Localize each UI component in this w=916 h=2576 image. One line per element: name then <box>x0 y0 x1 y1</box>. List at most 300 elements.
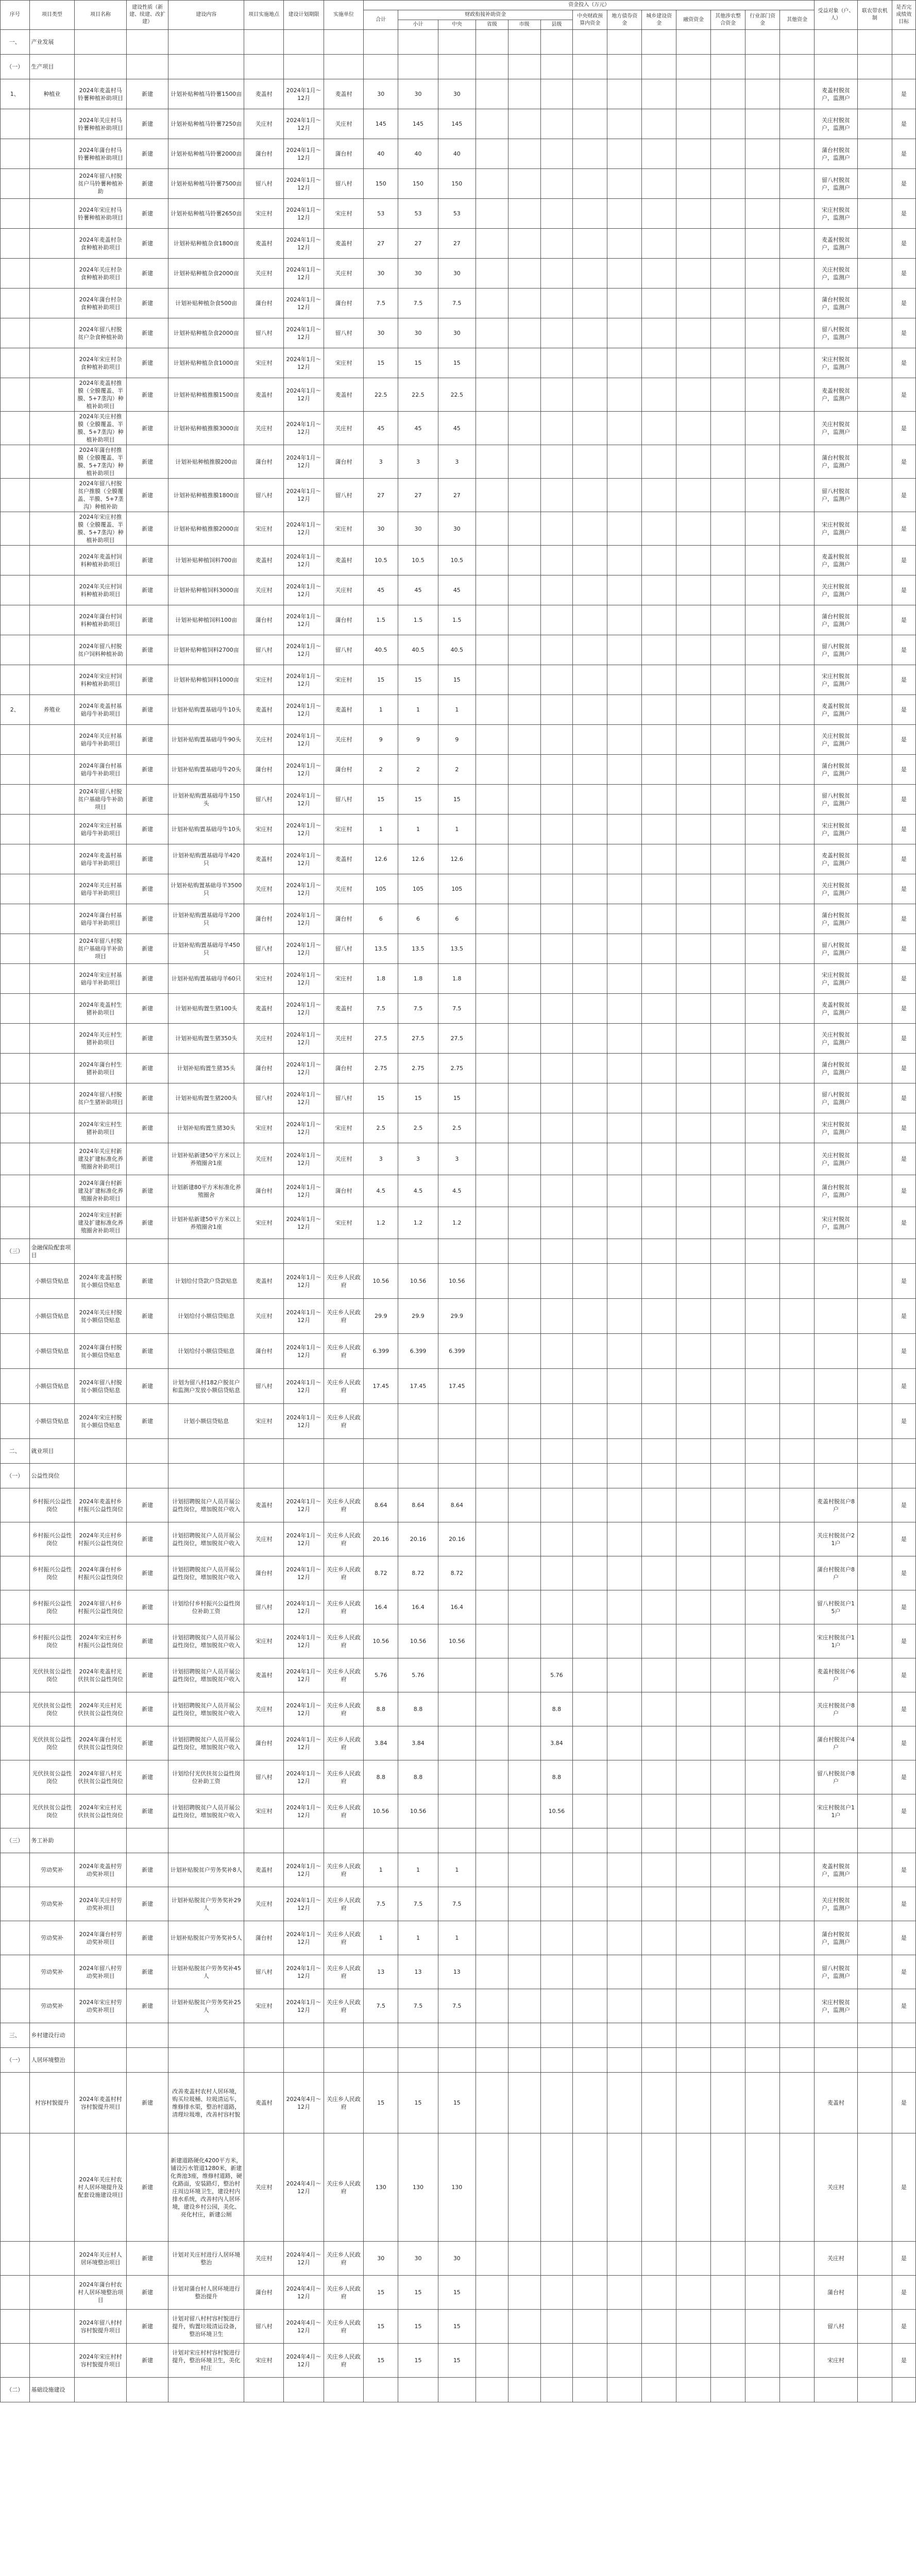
project-period: 2024年1月～12月 <box>284 445 324 479</box>
empty-cell <box>642 1113 676 1143</box>
project-type: 乡村振兴公益性岗位 <box>29 1522 75 1556</box>
project-period: 2024年1月～12月 <box>284 994 324 1024</box>
amount-county <box>540 1887 573 1921</box>
beneficiary: 留八村 <box>815 2310 858 2344</box>
table-row <box>1 1590 916 1624</box>
empty-cell <box>745 199 780 229</box>
project-name: 2024年宋庄村马铃薯种植补助项目 <box>75 199 126 229</box>
amount-province <box>476 1794 508 1828</box>
empty-cell <box>676 964 711 994</box>
goal-flag: 是 <box>892 635 915 665</box>
empty-cell <box>573 815 607 844</box>
amount-central <box>438 1692 476 1726</box>
project-place: 关庄村 <box>244 1522 283 1556</box>
goal-flag: 是 <box>892 1054 915 1083</box>
empty-cell <box>642 2276 676 2310</box>
empty-cell <box>711 1692 745 1726</box>
goal-flag: 是 <box>892 605 915 635</box>
empty-cell <box>642 79 676 109</box>
section-number: 二、 <box>1 1439 30 1464</box>
amount-central: 12.6 <box>438 844 476 874</box>
project-type <box>29 289 75 318</box>
row-number <box>1 2344 30 2378</box>
beneficiary: 关庄村脱贫户，监测户 <box>815 259 858 289</box>
amount-central: 1.2 <box>438 1207 476 1239</box>
empty-cell <box>244 2023 283 2048</box>
project-content: 计划补贴种植马铃薯1500亩 <box>168 79 244 109</box>
project-unit: 留八村 <box>324 934 363 964</box>
empty-cell <box>476 1828 508 1853</box>
empty-cell <box>676 1369 711 1404</box>
empty-cell <box>745 1658 780 1692</box>
amount-county <box>540 755 573 785</box>
amount-central: 15 <box>438 2310 476 2344</box>
amount-central: 45 <box>438 575 476 605</box>
goal-flag: 是 <box>892 1143 915 1175</box>
empty-cell <box>607 934 642 964</box>
amount-total: 10.56 <box>364 1624 398 1658</box>
empty-cell <box>780 1522 815 1556</box>
project-unit: 关庄乡人民政府 <box>324 1299 363 1334</box>
empty-cell <box>607 55 642 79</box>
project-period: 2024年4月～12月 <box>284 2133 324 2242</box>
row-number <box>1 1726 30 1760</box>
empty-cell <box>676 2242 711 2276</box>
empty-cell <box>244 2378 283 2402</box>
table-row <box>1 844 916 874</box>
project-type <box>29 412 75 445</box>
amount-total: 53 <box>364 199 398 229</box>
project-unit: 关庄乡人民政府 <box>324 1404 363 1439</box>
empty-cell <box>642 2242 676 2276</box>
amount-county: 3.84 <box>540 1726 573 1760</box>
empty-cell <box>607 2023 642 2048</box>
amount-city <box>508 874 540 904</box>
goal-flag: 是 <box>892 575 915 605</box>
amount-central: 105 <box>438 874 476 904</box>
amount-city <box>508 1955 540 1989</box>
amount-subtotal: 6.399 <box>398 1334 438 1369</box>
amount-county <box>540 874 573 904</box>
empty-cell <box>607 2242 642 2276</box>
goal-flag: 是 <box>892 79 915 109</box>
mechanism <box>857 2310 892 2344</box>
row-number <box>1 1921 30 1955</box>
project-place: 蒲台村 <box>244 1726 283 1760</box>
empty-cell <box>573 934 607 964</box>
project-nature: 新建 <box>126 665 168 695</box>
beneficiary: 麦盖村脱贫户，监测户 <box>815 546 858 575</box>
empty-cell <box>676 844 711 874</box>
empty-cell <box>676 1556 711 1590</box>
beneficiary: 关庄村脱贫户8户 <box>815 1692 858 1726</box>
empty-cell <box>711 1113 745 1143</box>
empty-cell <box>607 79 642 109</box>
empty-cell <box>711 1887 745 1921</box>
empty-cell <box>780 1658 815 1692</box>
empty-cell <box>607 605 642 635</box>
empty-cell <box>573 139 607 169</box>
project-nature: 新建 <box>126 1054 168 1083</box>
empty-cell <box>573 546 607 575</box>
goal-flag: 是 <box>892 1760 915 1794</box>
empty-cell <box>573 318 607 348</box>
empty-cell <box>780 169 815 199</box>
project-unit: 关庄乡人民政府 <box>324 1692 363 1726</box>
amount-total: 13.5 <box>364 934 398 964</box>
empty-cell <box>676 1853 711 1887</box>
empty-cell <box>573 79 607 109</box>
amount-province <box>476 1989 508 2023</box>
section-row <box>1 2023 916 2048</box>
project-period: 2024年4月～12月 <box>284 2310 324 2344</box>
empty-cell <box>573 1207 607 1239</box>
empty-cell <box>642 1955 676 1989</box>
table-row <box>1 139 916 169</box>
empty-cell <box>573 55 607 79</box>
empty-cell <box>607 1334 642 1369</box>
empty-cell <box>780 139 815 169</box>
goal-flag: 是 <box>892 512 915 546</box>
project-period: 2024年1月～12月 <box>284 1853 324 1887</box>
project-name: 2024年留八村乡村振兴公益性岗位 <box>75 1590 126 1624</box>
project-place: 麦盖村 <box>244 1488 283 1522</box>
amount-subtotal: 15 <box>398 2073 438 2133</box>
empty-cell <box>284 55 324 79</box>
empty-cell <box>745 2378 780 2402</box>
empty-cell <box>711 169 745 199</box>
project-period: 2024年1月～12月 <box>284 1299 324 1334</box>
amount-subtotal: 4.5 <box>398 1175 438 1207</box>
row-number <box>1 546 30 575</box>
amount-central: 1 <box>438 1853 476 1887</box>
empty-cell <box>364 1464 398 1488</box>
project-name: 2024年关庄村饲料种植补助项目 <box>75 575 126 605</box>
header-type: 项目类型 <box>29 1 75 30</box>
empty-cell <box>780 695 815 725</box>
empty-cell <box>573 512 607 546</box>
amount-central: 15 <box>438 785 476 815</box>
goal-flag: 是 <box>892 348 915 378</box>
project-type <box>29 874 75 904</box>
empty-cell <box>745 1264 780 1299</box>
row-number <box>1 445 30 479</box>
empty-cell <box>75 2023 126 2048</box>
empty-cell <box>642 1590 676 1624</box>
empty-cell <box>126 2378 168 2402</box>
empty-cell <box>364 2378 398 2402</box>
empty-cell <box>607 815 642 844</box>
empty-cell <box>573 1083 607 1113</box>
project-nature: 新建 <box>126 2310 168 2344</box>
beneficiary: 蒲台村 <box>815 2276 858 2310</box>
amount-central: 1 <box>438 815 476 844</box>
goal-flag: 是 <box>892 904 915 934</box>
empty-cell <box>168 2048 244 2073</box>
empty-cell <box>642 1692 676 1726</box>
amount-province <box>476 1113 508 1143</box>
header-period: 建设计划期限 <box>284 1 324 30</box>
row-number <box>1 1054 30 1083</box>
amount-county <box>540 1083 573 1113</box>
amount-subtotal: 30 <box>398 512 438 546</box>
empty-cell <box>284 2023 324 2048</box>
empty-cell <box>745 1522 780 1556</box>
amount-central: 10.56 <box>438 1264 476 1299</box>
empty-cell <box>780 1853 815 1887</box>
empty-cell <box>892 1239 915 1264</box>
project-place: 留八村 <box>244 169 283 199</box>
mechanism <box>857 1760 892 1794</box>
project-period: 2024年1月～12月 <box>284 1921 324 1955</box>
empty-cell <box>642 1207 676 1239</box>
empty-cell <box>780 1175 815 1207</box>
project-type: 光伏扶贫公益性岗位 <box>29 1658 75 1692</box>
empty-cell <box>75 1439 126 1464</box>
empty-cell <box>540 2378 573 2402</box>
project-unit: 留八村 <box>324 318 363 348</box>
empty-cell <box>676 348 711 378</box>
empty-cell <box>364 1439 398 1464</box>
amount-subtotal: 13.5 <box>398 934 438 964</box>
empty-cell <box>780 318 815 348</box>
empty-cell <box>676 30 711 55</box>
amount-central: 8.72 <box>438 1556 476 1590</box>
table-row <box>1 378 916 412</box>
section-title: 公益性岗位 <box>29 1464 75 1488</box>
amount-province <box>476 994 508 1024</box>
empty-cell <box>607 1853 642 1887</box>
empty-cell <box>126 1439 168 1464</box>
amount-total: 1 <box>364 1853 398 1887</box>
empty-cell <box>745 79 780 109</box>
amount-total: 1 <box>364 1921 398 1955</box>
mechanism <box>857 109 892 139</box>
empty-cell <box>642 318 676 348</box>
beneficiary: 留八村脱贫户，监测户 <box>815 1083 858 1113</box>
beneficiary: 关庄村脱贫户，监测户 <box>815 874 858 904</box>
empty-cell <box>642 1239 676 1264</box>
empty-cell <box>438 1239 476 1264</box>
amount-total: 150 <box>364 169 398 199</box>
empty-cell <box>642 1264 676 1299</box>
goal-flag: 是 <box>892 479 915 512</box>
empty-cell <box>607 2276 642 2310</box>
goal-flag: 是 <box>892 445 915 479</box>
empty-cell <box>780 2276 815 2310</box>
project-content: 计划补贴种植推膜2000亩 <box>168 512 244 546</box>
empty-cell <box>607 2344 642 2378</box>
amount-central: 16.4 <box>438 1590 476 1624</box>
empty-cell <box>745 815 780 844</box>
row-number <box>1 1853 30 1887</box>
header-subtotal: 小计 <box>398 20 438 30</box>
goal-flag: 是 <box>892 964 915 994</box>
mechanism <box>857 1113 892 1143</box>
empty-cell <box>607 259 642 289</box>
empty-cell <box>780 2073 815 2133</box>
empty-cell <box>676 2344 711 2378</box>
project-unit: 关庄乡人民政府 <box>324 2073 363 2133</box>
amount-city <box>508 994 540 1024</box>
beneficiary: 留八村脱贫户，监测户 <box>815 169 858 199</box>
empty-cell <box>711 1143 745 1175</box>
row-number <box>1 874 30 904</box>
project-unit: 宋庄村 <box>324 199 363 229</box>
amount-total: 30 <box>364 79 398 109</box>
empty-cell <box>780 1692 815 1726</box>
section-number: 一、 <box>1 30 30 55</box>
amount-city <box>508 1113 540 1143</box>
amount-subtotal: 3.84 <box>398 1726 438 1760</box>
empty-cell <box>780 79 815 109</box>
empty-cell <box>745 1024 780 1054</box>
table-row <box>1 1264 916 1299</box>
project-nature: 新建 <box>126 605 168 635</box>
empty-cell <box>476 2048 508 2073</box>
empty-cell <box>815 1439 858 1464</box>
project-nature: 新建 <box>126 199 168 229</box>
amount-city <box>508 2133 540 2242</box>
goal-flag: 是 <box>892 318 915 348</box>
empty-cell <box>676 169 711 199</box>
empty-cell <box>780 1439 815 1464</box>
goal-flag: 是 <box>892 1299 915 1334</box>
amount-province <box>476 1853 508 1887</box>
amount-city <box>508 1024 540 1054</box>
project-place: 留八村 <box>244 318 283 348</box>
project-unit: 宋庄村 <box>324 1207 363 1239</box>
project-content: 计划补贴种植杂食1000亩 <box>168 348 244 378</box>
project-nature: 新建 <box>126 785 168 815</box>
empty-cell <box>780 1887 815 1921</box>
amount-total: 5.76 <box>364 1658 398 1692</box>
empty-cell <box>607 512 642 546</box>
amount-subtotal: 30 <box>398 318 438 348</box>
amount-county <box>540 665 573 695</box>
empty-cell <box>642 1624 676 1658</box>
mechanism <box>857 1299 892 1334</box>
row-number: 1、 <box>1 79 30 109</box>
empty-cell <box>815 55 858 79</box>
project-unit: 宋庄村 <box>324 348 363 378</box>
amount-subtotal: 27 <box>398 479 438 512</box>
amount-central: 3 <box>438 1143 476 1175</box>
project-nature: 新建 <box>126 1726 168 1760</box>
empty-cell <box>857 1464 892 1488</box>
section-number: （三） <box>1 1239 30 1264</box>
empty-cell <box>745 229 780 259</box>
empty-cell <box>780 874 815 904</box>
empty-cell <box>607 1143 642 1175</box>
row-number <box>1 934 30 964</box>
project-place: 留八村 <box>244 1083 283 1113</box>
project-name: 2024年宋庄村村容村貌提升项目 <box>75 2344 126 2378</box>
row-number <box>1 575 30 605</box>
amount-province <box>476 1760 508 1794</box>
row-number <box>1 512 30 546</box>
project-nature: 新建 <box>126 318 168 348</box>
amount-city <box>508 815 540 844</box>
beneficiary: 关庄村脱贫户，监测户 <box>815 1024 858 1054</box>
goal-flag: 是 <box>892 1556 915 1590</box>
empty-cell <box>745 109 780 139</box>
project-period: 2024年1月～12月 <box>284 139 324 169</box>
empty-cell <box>573 1794 607 1828</box>
empty-cell <box>745 412 780 445</box>
project-place: 关庄村 <box>244 2242 283 2276</box>
mechanism <box>857 755 892 785</box>
project-content: 计划招聘脱贫户人员开展公益性岗位，增加脱贫户收入 <box>168 1488 244 1522</box>
empty-cell <box>745 1334 780 1369</box>
mechanism <box>857 1207 892 1239</box>
amount-county <box>540 904 573 934</box>
empty-cell <box>75 2378 126 2402</box>
amount-subtotal: 6 <box>398 904 438 934</box>
empty-cell <box>676 2048 711 2073</box>
empty-cell <box>284 1828 324 1853</box>
empty-cell <box>745 665 780 695</box>
empty-cell <box>573 2133 607 2242</box>
empty-cell <box>711 1488 745 1522</box>
mechanism <box>857 785 892 815</box>
project-content: 计划补贴购置基础母牛20头 <box>168 755 244 785</box>
project-type <box>29 445 75 479</box>
beneficiary: 留八村脱贫户，监测户 <box>815 318 858 348</box>
project-period: 2024年1月～12月 <box>284 1624 324 1658</box>
empty-cell <box>676 1404 711 1439</box>
amount-subtotal: 5.76 <box>398 1658 438 1692</box>
project-type <box>29 755 75 785</box>
project-period: 2024年1月～12月 <box>284 512 324 546</box>
table-row <box>1 575 916 605</box>
amount-city <box>508 1054 540 1083</box>
project-nature: 新建 <box>126 1264 168 1299</box>
empty-cell <box>745 1921 780 1955</box>
table-row <box>1 755 916 785</box>
amount-city <box>508 318 540 348</box>
amount-city <box>508 2242 540 2276</box>
project-place: 宋庄村 <box>244 199 283 229</box>
project-type <box>29 815 75 844</box>
empty-cell <box>642 635 676 665</box>
goal-flag: 是 <box>892 1488 915 1522</box>
project-content: 计划补贴种植饲料3000亩 <box>168 575 244 605</box>
empty-cell <box>711 289 745 318</box>
empty-cell <box>711 1522 745 1556</box>
amount-total: 6.399 <box>364 1334 398 1369</box>
amount-county <box>540 1556 573 1590</box>
empty-cell <box>676 259 711 289</box>
project-place: 宋庄村 <box>244 512 283 546</box>
empty-cell <box>676 139 711 169</box>
row-number <box>1 725 30 755</box>
empty-cell <box>642 605 676 635</box>
beneficiary: 宋庄村脱贫户，监测户 <box>815 348 858 378</box>
amount-city <box>508 1299 540 1334</box>
amount-province <box>476 445 508 479</box>
empty-cell <box>815 1464 858 1488</box>
empty-cell <box>607 1556 642 1590</box>
row-number <box>1 139 30 169</box>
project-name: 2024年蒲台村推膜（全膜覆盖、半膜、5+7垄沟）种植补助项目 <box>75 445 126 479</box>
project-nature: 新建 <box>126 1175 168 1207</box>
empty-cell <box>573 1488 607 1522</box>
project-nature: 新建 <box>126 904 168 934</box>
table-row <box>1 2276 916 2310</box>
amount-county <box>540 318 573 348</box>
project-place: 关庄村 <box>244 1692 283 1726</box>
